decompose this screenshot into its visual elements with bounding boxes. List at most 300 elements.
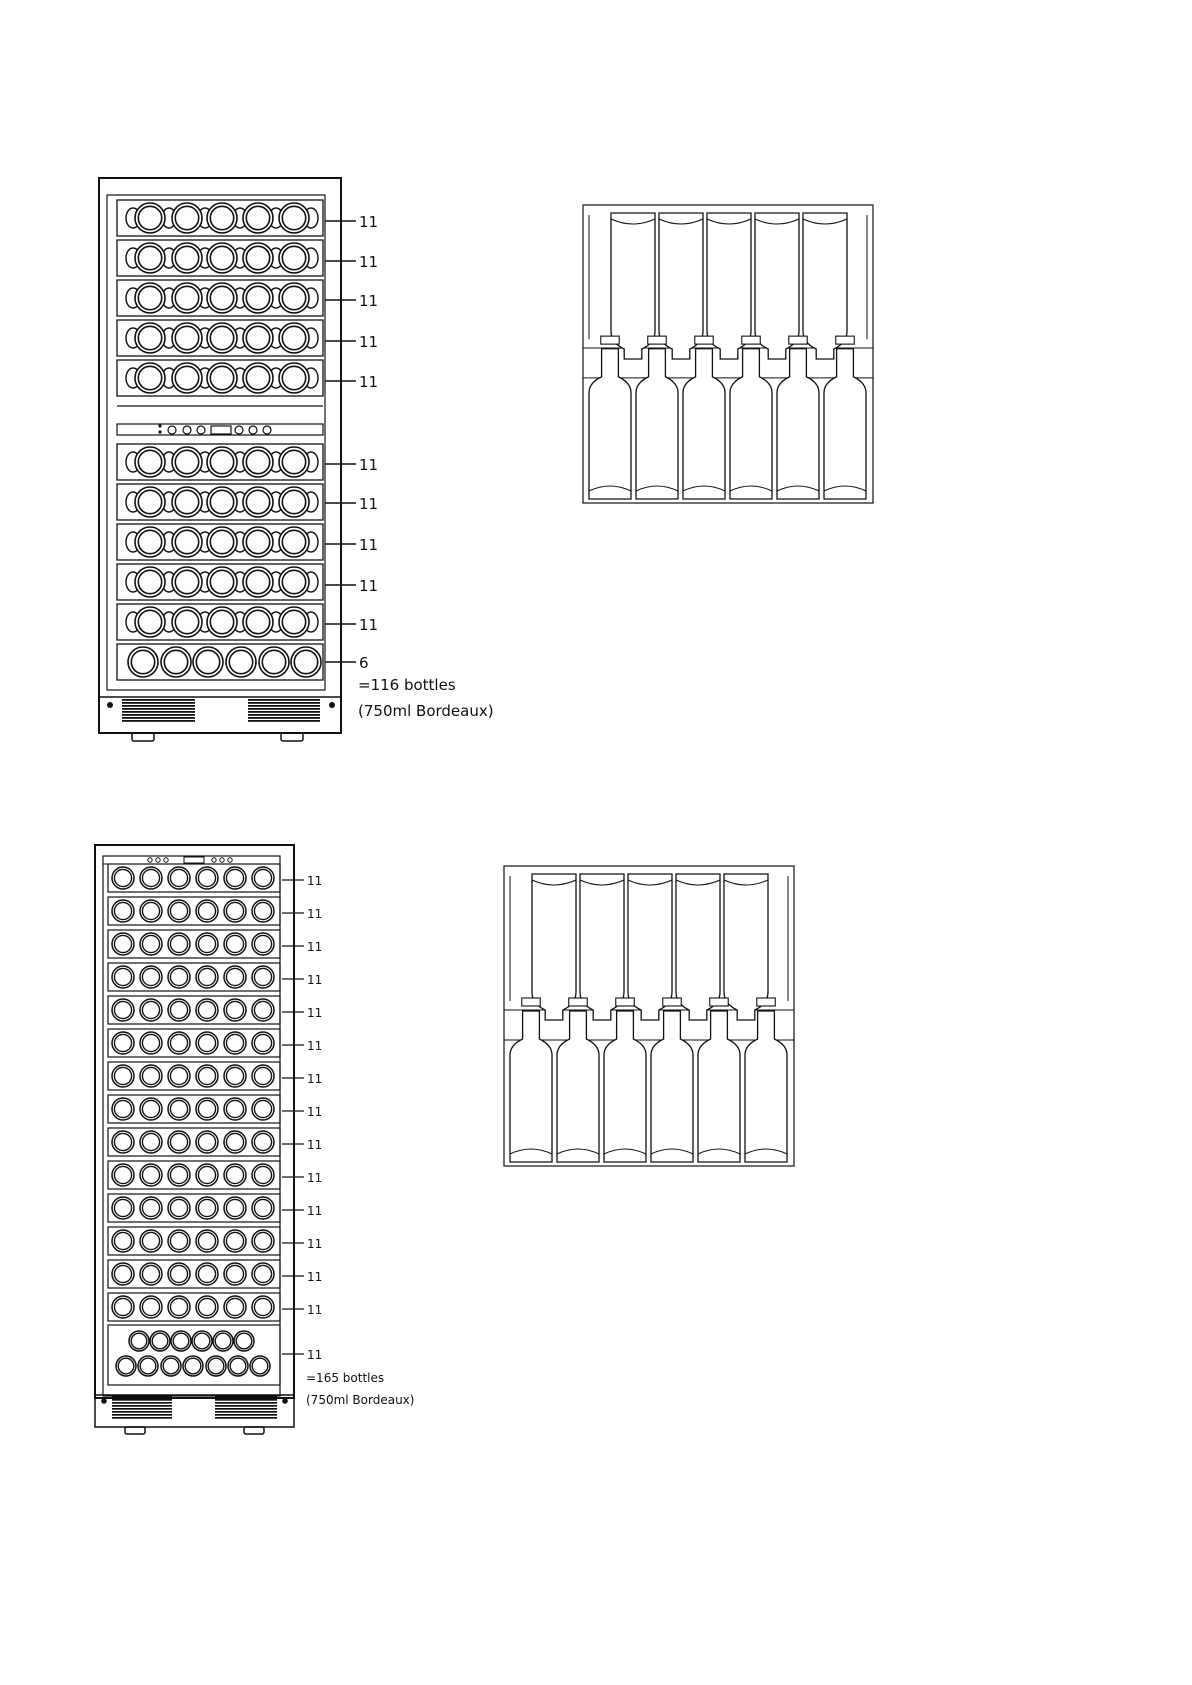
shelf-count: 11: [359, 456, 379, 474]
shelf-count: 11: [359, 495, 379, 513]
bottle-outline: [651, 1011, 693, 1162]
bottle-end: [252, 900, 274, 922]
bottle-end: [196, 1164, 218, 1186]
shelf: [108, 1293, 280, 1321]
shelf-count: 11: [307, 1006, 323, 1020]
bottle-end: [172, 567, 202, 597]
vent-slat: [215, 1411, 277, 1413]
bottle-end: [196, 1197, 218, 1219]
bottle-end: [140, 999, 162, 1021]
bottle-end: [172, 283, 202, 313]
bottle-end: [112, 933, 134, 955]
bottle-bottom-row: [745, 998, 787, 1162]
vent-slat: [112, 1402, 172, 1404]
bottle-end: [279, 527, 309, 557]
vent-grille: [112, 1396, 172, 1419]
bottle-end: [196, 1263, 218, 1285]
bottle-end: [116, 1356, 136, 1376]
bottle-end: [196, 1296, 218, 1318]
shelf: [108, 1095, 280, 1123]
bottle-end: [129, 1331, 149, 1351]
bottle-outline: [683, 349, 725, 499]
bottle-end: [172, 323, 202, 353]
bottle-end: [196, 1230, 218, 1252]
bottle-end: [196, 1065, 218, 1087]
vent-grilles: [101, 1396, 288, 1419]
vent-slat: [248, 708, 320, 710]
cabinet-dual-zone: [99, 178, 494, 741]
panel-button-icon: [235, 426, 243, 434]
bottle-end: [168, 966, 190, 988]
shelf-count: 11: [307, 1270, 323, 1284]
vent-slat: [215, 1417, 277, 1419]
bottle-end: [224, 966, 246, 988]
bottle-end: [161, 1356, 181, 1376]
bottle-end: [140, 933, 162, 955]
bottle-end: [150, 1331, 170, 1351]
panel-button-icon: [148, 858, 152, 862]
panel-button-icon: [168, 426, 176, 434]
shelf: [117, 604, 323, 640]
bottle-end: [168, 1131, 190, 1153]
bottle-end: [183, 1356, 203, 1376]
bottle-end: [252, 1197, 274, 1219]
foot-right: [244, 1427, 264, 1434]
vent-slat: [215, 1396, 277, 1398]
shelf: [108, 1227, 280, 1255]
bottle-end: [168, 1164, 190, 1186]
shelf-count: 11: [307, 1105, 323, 1119]
bottle-end: [196, 900, 218, 922]
shelf-count: 6: [359, 654, 369, 672]
bottle-end: [112, 1197, 134, 1219]
bottle-end: [243, 607, 273, 637]
bottle-end: [172, 607, 202, 637]
bottle-bottom-row: [557, 998, 599, 1162]
indicator-dot: [158, 430, 161, 433]
bottle-end: [112, 1065, 134, 1087]
bottle-end: [252, 933, 274, 955]
shelf: [108, 963, 280, 991]
vent-slat: [248, 717, 320, 719]
vent-slat: [248, 714, 320, 716]
bottle-end: [213, 1331, 233, 1351]
bottle-end: [140, 966, 162, 988]
shelf: [108, 1128, 280, 1156]
shelf-count: 11: [359, 292, 379, 310]
vent-slat: [215, 1414, 277, 1416]
vent-slat: [215, 1408, 277, 1410]
bottle-end: [243, 567, 273, 597]
shelf: [108, 1260, 280, 1288]
bottle-end: [196, 999, 218, 1021]
bottle-end: [224, 1131, 246, 1153]
bottle-end: [234, 1331, 254, 1351]
shelf: [117, 444, 323, 480]
bottle-outline: [557, 1011, 599, 1162]
bottle-end: [112, 1230, 134, 1252]
bottle-end: [224, 1197, 246, 1219]
screw-icon: [282, 1398, 288, 1404]
bottle-end: [172, 447, 202, 477]
panel-button-icon: [249, 426, 257, 434]
bottle-end: [112, 999, 134, 1021]
bottle-cap: [836, 336, 854, 344]
bottle-bottom-row: [824, 336, 866, 499]
panel-button-icon: [212, 858, 216, 862]
indicator-dot: [158, 424, 161, 427]
panel-button-icon: [183, 426, 191, 434]
bottle-end: [112, 1032, 134, 1054]
bottle-end: [135, 487, 165, 517]
bottle-cap: [663, 998, 681, 1006]
bottle-end: [135, 607, 165, 637]
bottle-end: [168, 1263, 190, 1285]
panel-button-icon: [164, 858, 168, 862]
shelf-count: 11: [307, 1138, 323, 1152]
bottle-end: [112, 1164, 134, 1186]
bottle-bottom-row: [651, 998, 693, 1162]
vent-slat: [122, 711, 195, 713]
bottle-end: [243, 243, 273, 273]
shelf: [108, 930, 280, 958]
shelf: [117, 564, 323, 600]
bottle-end: [196, 867, 218, 889]
shelf-count: 11: [359, 536, 379, 554]
shelves-group: [108, 864, 280, 1385]
vent-slat: [215, 1405, 277, 1407]
shelf-count: 11: [359, 373, 379, 391]
bottle-cap: [601, 336, 619, 344]
shelf: [117, 644, 323, 680]
bottle-end: [279, 567, 309, 597]
bottle-end: [140, 867, 162, 889]
bottle-end: [224, 900, 246, 922]
bottle-end: [243, 447, 273, 477]
vent-slat: [215, 1399, 277, 1401]
bottle-end: [140, 1065, 162, 1087]
bottle-end: [140, 1131, 162, 1153]
shelf-count: 11: [307, 874, 323, 888]
shelf-count: 11: [307, 1303, 323, 1317]
bottle-end: [168, 1296, 190, 1318]
total-bottles: =116 bottles: [358, 676, 456, 694]
vent-slat: [122, 720, 195, 722]
bottle-end: [224, 1230, 246, 1252]
foot-left: [132, 733, 154, 741]
bottle-type: (750ml Bordeaux): [306, 1393, 415, 1407]
bottle-end: [252, 1263, 274, 1285]
shelf-count: 11: [359, 333, 379, 351]
shelf: [117, 280, 323, 316]
bottle-end: [112, 867, 134, 889]
vent-slat: [122, 699, 195, 701]
bottle-end: [207, 283, 237, 313]
bottle-end: [135, 527, 165, 557]
bottle-end: [140, 1197, 162, 1219]
bottle-end: [140, 1032, 162, 1054]
bottle-end: [224, 867, 246, 889]
bottle-end: [252, 867, 274, 889]
bottle-end: [135, 283, 165, 313]
panel-button-icon: [228, 858, 232, 862]
bottle-bottom-row: [730, 336, 772, 499]
shelf: [108, 897, 280, 925]
vent-slat: [248, 702, 320, 704]
vent-slat: [112, 1396, 172, 1398]
bottle-outline: [510, 1011, 552, 1162]
bottle-end: [140, 1164, 162, 1186]
bottle-end: [224, 999, 246, 1021]
bottle-end: [252, 1065, 274, 1087]
vent-slat: [112, 1405, 172, 1407]
bottle-end: [168, 1230, 190, 1252]
bottle-end: [228, 1356, 248, 1376]
bottle-cap: [710, 998, 728, 1006]
bottle-end: [243, 203, 273, 233]
bottle-bottom-row: [589, 336, 631, 499]
bottle-end: [192, 1331, 212, 1351]
vent-slat: [122, 717, 195, 719]
bottle-end: [140, 1296, 162, 1318]
bottle-end: [291, 647, 321, 677]
vent-slat: [112, 1408, 172, 1410]
bottle-outline: [698, 1011, 740, 1162]
bottle-end: [168, 1197, 190, 1219]
shelf: [108, 864, 280, 892]
bottle-end: [140, 1098, 162, 1120]
shelf: [117, 360, 323, 396]
bottle-end: [196, 1131, 218, 1153]
bottle-end: [128, 647, 158, 677]
shelf-count: 11: [359, 616, 379, 634]
bottle-end: [279, 323, 309, 353]
bottle-end: [224, 1263, 246, 1285]
bottle-end: [224, 1032, 246, 1054]
bottle-end: [207, 487, 237, 517]
screw-icon: [329, 702, 335, 708]
bottle-end: [279, 283, 309, 313]
shelf-count: 11: [307, 907, 323, 921]
bottle-end: [140, 900, 162, 922]
bottle-end: [224, 1098, 246, 1120]
bottle-end: [279, 447, 309, 477]
vent-slat: [112, 1411, 172, 1413]
bottle-end: [279, 487, 309, 517]
bottle-bottom-row: [777, 336, 819, 499]
bottle-end: [252, 1098, 274, 1120]
bottle-end: [196, 966, 218, 988]
bottle-outline: [777, 349, 819, 499]
vent-slat: [122, 705, 195, 707]
bottle-end: [207, 607, 237, 637]
bottle-bottom-row: [604, 998, 646, 1162]
bottle-end: [112, 900, 134, 922]
bottle-bottom-row: [510, 998, 552, 1162]
bottle-cap: [757, 998, 775, 1006]
bottle-end: [207, 447, 237, 477]
bottle-end: [172, 243, 202, 273]
screw-icon: [107, 702, 113, 708]
total-bottles: =165 bottles: [306, 1371, 385, 1385]
bottle-end: [168, 999, 190, 1021]
bottle-end: [168, 867, 190, 889]
bottle-end: [112, 966, 134, 988]
bottle-end: [140, 1263, 162, 1285]
bottle-cap: [648, 336, 666, 344]
control-panel-buttons: [103, 857, 280, 864]
panel-button-icon: [156, 858, 160, 862]
bottle-end: [168, 1065, 190, 1087]
bottle-end: [172, 527, 202, 557]
shelf-detail-view-1: [583, 205, 873, 503]
shelf-count-labels: [325, 213, 378, 672]
shelf: [108, 1062, 280, 1090]
shelf: [117, 484, 323, 520]
bottle-end: [279, 607, 309, 637]
vent-slat: [112, 1417, 172, 1419]
bottle-cap: [695, 336, 713, 344]
bottle-end: [252, 1296, 274, 1318]
bottle-end: [252, 999, 274, 1021]
bottle-end: [168, 1098, 190, 1120]
bottle-outline: [730, 349, 772, 499]
bottle-end: [207, 363, 237, 393]
bottle-bottom-row: [698, 998, 740, 1162]
bottle-end: [279, 363, 309, 393]
shelf-count: 11: [307, 1237, 323, 1251]
shelf-count-labels: [282, 874, 322, 1362]
bottle-end: [207, 203, 237, 233]
display-icon: [211, 426, 231, 434]
bottle-outline: [824, 349, 866, 499]
vent-slat: [215, 1402, 277, 1404]
bottle-end: [135, 323, 165, 353]
shelf-count: 11: [307, 1171, 323, 1185]
bottle-end: [168, 1032, 190, 1054]
screw-icon: [101, 1398, 107, 1404]
bottle-end: [140, 1230, 162, 1252]
bottle-end: [207, 243, 237, 273]
bottle-end: [135, 363, 165, 393]
vent-slat: [248, 699, 320, 701]
bottle-end: [243, 323, 273, 353]
bottle-end: [252, 1230, 274, 1252]
cabinet-single-zone: [95, 845, 414, 1434]
bottle-end: [224, 933, 246, 955]
bottle-end: [243, 527, 273, 557]
vent-slat: [112, 1399, 172, 1401]
bottle-outline: [604, 1011, 646, 1162]
bottle-end: [172, 363, 202, 393]
display-icon: [184, 857, 204, 863]
bottle-end: [224, 1065, 246, 1087]
bottle-end: [243, 283, 273, 313]
shelves-group: [117, 200, 323, 680]
shelf-count: 11: [307, 1039, 323, 1053]
shelf-count: 11: [307, 973, 323, 987]
vent-grilles: [107, 699, 335, 722]
foot-left: [125, 1427, 145, 1434]
shelf-count: 11: [359, 577, 379, 595]
bottle-end: [112, 1263, 134, 1285]
bottle-end: [207, 527, 237, 557]
shelf-count: 11: [359, 213, 379, 231]
vent-slat: [248, 711, 320, 713]
vent-slat: [248, 720, 320, 722]
bottle-cap: [569, 998, 587, 1006]
bottle-end: [135, 203, 165, 233]
bottle-outline: [636, 349, 678, 499]
shelf: [108, 1325, 280, 1385]
shelf: [108, 996, 280, 1024]
bottle-end: [250, 1356, 270, 1376]
bottle-end: [207, 567, 237, 597]
shelf-count: 11: [307, 1348, 323, 1362]
bottle-end: [279, 203, 309, 233]
shelf-count: 11: [307, 940, 323, 954]
bottle-outline: [745, 1011, 787, 1162]
bottle-end: [138, 1356, 158, 1376]
bottle-end: [259, 647, 289, 677]
bottle-bottom-row: [636, 336, 678, 499]
vent-grille: [122, 699, 195, 722]
vent-slat: [248, 705, 320, 707]
bottle-end: [224, 1164, 246, 1186]
shelf: [108, 1029, 280, 1057]
bottle-end: [168, 900, 190, 922]
panel-button-icon: [197, 426, 205, 434]
bottle-end: [172, 203, 202, 233]
bottle-cap: [789, 336, 807, 344]
bottle-type: (750ml Bordeaux): [358, 702, 494, 720]
bottle-cap: [616, 998, 634, 1006]
bottle-end: [135, 447, 165, 477]
bottle-end: [172, 487, 202, 517]
bottle-end: [243, 487, 273, 517]
shelf-count: 11: [359, 253, 379, 271]
bottle-end: [252, 1164, 274, 1186]
bottle-end: [135, 243, 165, 273]
bottle-end: [112, 1296, 134, 1318]
bottle-end: [279, 243, 309, 273]
shelf-count: 11: [307, 1072, 323, 1086]
vent-grille: [215, 1396, 277, 1419]
bottle-end: [196, 1098, 218, 1120]
bottle-end: [252, 966, 274, 988]
bottle-end: [135, 567, 165, 597]
shelf: [108, 1194, 280, 1222]
bottle-end: [161, 647, 191, 677]
bottle-cap: [522, 998, 540, 1006]
shelf: [108, 1161, 280, 1189]
shelf: [117, 524, 323, 560]
bottle-end: [252, 1131, 274, 1153]
bottle-end: [243, 363, 273, 393]
panel-button-icon: [263, 426, 271, 434]
bottle-end: [196, 933, 218, 955]
vent-slat: [112, 1414, 172, 1416]
bottle-outline: [589, 349, 631, 499]
vent-slat: [122, 702, 195, 704]
foot-right: [281, 733, 303, 741]
bottle-end: [206, 1356, 226, 1376]
bottle-end: [193, 647, 223, 677]
bottle-cap: [742, 336, 760, 344]
bottle-end: [252, 1032, 274, 1054]
vent-slat: [122, 714, 195, 716]
bottle-end: [168, 933, 190, 955]
